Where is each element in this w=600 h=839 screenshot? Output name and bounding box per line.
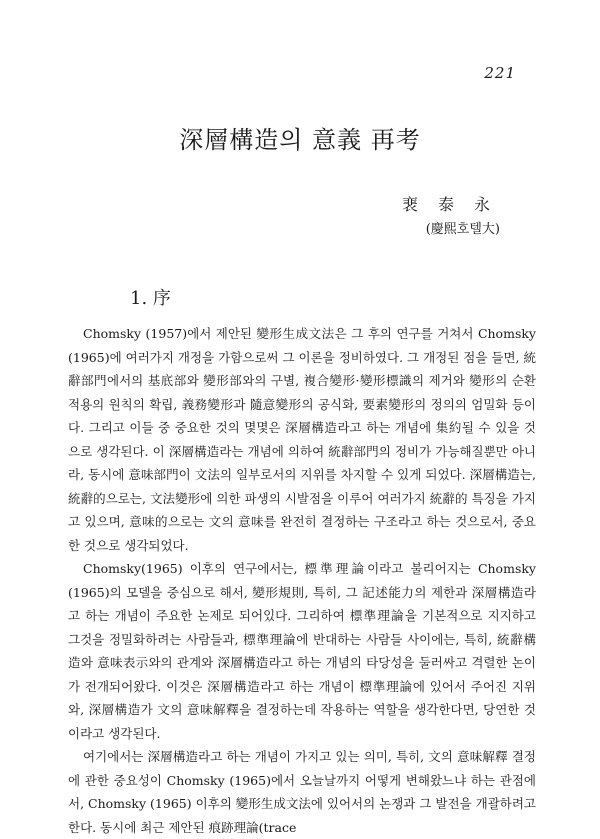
paper-title: 深層構造의 意義 再考 <box>179 126 421 154</box>
paragraph: 여기에서는 深層構造라고 하는 개념이 가지고 있는 의미, 특히, 文의 意味解釋 결정에 관한 중요성이 Chomsky (1965)에서 오늘날까지 어떻게 변해왔느냐 하는 관점에서, Chomsky (1965) 이후의 變形生成文法에 있어서의 논쟁과 그 발전을 개괄하려고 한다. 동시에 최근 제안된 痕跡理論(trace <box>68 749 536 835</box>
body-text <box>68 322 536 839</box>
page-number: 221 <box>484 64 516 82</box>
paragraph: Chomsky (1957)에서 제안된 變形生成文法은 그 후의 연구를 거쳐서 Chomsky (1965)에 여러가지 개정을 가함으로써 그 이론을 정비하였다. 그 개정된 점을 들면, 統辭部門에서의 基底部와 變形部와의 구별, 複合變形·變形標識의 제거와 變形의 순환 적용의 원칙의 확립, 義務變形과 隨意變形의 공식화, 要素變形의 정의의 엄밀화 등이다. 그리고 이들 중 중요한 것의 몇몇은 深層構造라고 하는 개념에 集約될 수 있을 것으로 생각된다. 이 深層構造라는 개념에 의하여 統辭部門의 정비가 가능해질뿐만 아니라, 동시에 意味部門이 文法의 일부로서의 지위를 차지할 수 있게 되었다. 深層構造는, 統辭的으로는, 文法變形에 의한 파생의 시발점을 이루어 여러가지 統辭的 특징을 가지고 있으며, 意味的으로는 文의 意味를 완전히 결정하는 구조라고 하는 것으로서, 중요한 것으로 생각되었다. <box>68 326 536 553</box>
paragraph: Chomsky(1965) 이후의 연구에서는, 標準理論이라고 불리어지는 Chomsky (1965)의 모델을 중심으로 해서, 變形規則, 특히, 그 記述能力의 제한과 深層構造라고 하는 개념이 주요한 논제로 되어있다. 그리하여 標準理論을 기본적으로 지지하고 그것을 정밀화하려는 사람들과, 標準理論에 반대하는 사람들 사이에는, 특히, 統辭構造와 意味表示와의 관계와 深層構造라고 하는 개념의 타당성을 둘러싸고 격렬한 논이가 전개되어왔다. 이것은 深層構造라고 하는 개념이 標準理論에 있어서 주어진 지위와, 深層構造가 文의 意味解釋을 결정하는데 작용하는 역할을 생각한다면, 당연한 것이라고 생각된다. <box>68 561 536 741</box>
author-name: 裵泰永 <box>401 195 510 214</box>
section-heading: 1. 序 <box>130 288 171 309</box>
author-affiliation: (慶熙호텔大) <box>425 222 500 237</box>
